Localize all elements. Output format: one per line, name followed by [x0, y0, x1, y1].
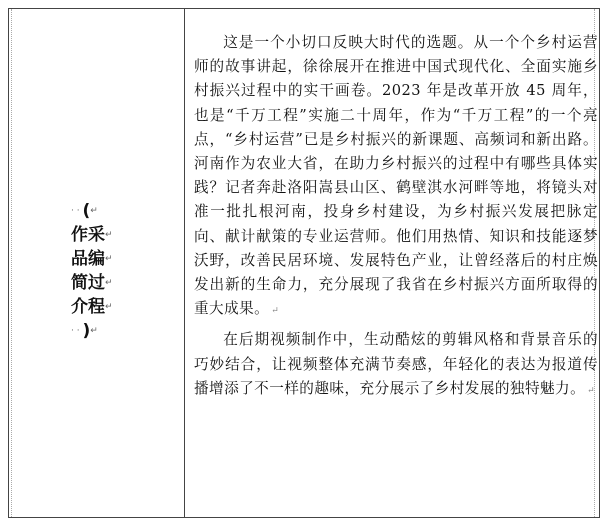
row-label	[71, 199, 151, 343]
content-cell	[194, 31, 598, 403]
label-cell	[9, 9, 184, 517]
label-line-4: 介程↵	[71, 297, 113, 317]
label-close-paren: · · )↵	[71, 321, 98, 341]
label-line-2: 品编↵	[71, 249, 113, 269]
paragraph-mark-icon: ↵	[587, 385, 596, 396]
form-table	[8, 8, 600, 518]
paragraph-1: 这是一个小切口反映大时代的选题。从一个个乡村运营师的故事讲起，徐徐展开在推进中国式现代化、全面实施乡村振兴过程中的实干画卷。2023 年是改革开放 45 周年，也是“千万工程”实施二十周年，作为“千万工程”的一个亮点，“乡村运营”已是乡村振兴的新课题、高频词和新出路。河南作为农业大省，在助力乡村振兴的过程中有哪些具体实践？记者奔赴洛阳嵩县山区、鹤壁淇水河畔等地，将镜头对准一批扎根河南，投身乡村建设，为乡村振兴发展把脉定向、献计献策的专业运营师。他们用热情、知识和技能逐梦沃野，改善民居环境、发展特色产业，让曾经落后的村庄焕发出新的生命力，充分展现了我省在乡村振兴方面所取得的重大成果。 ↵	[194, 34, 598, 318]
column-divider	[184, 9, 185, 517]
label-line-1: 作采↵	[71, 225, 113, 245]
label-line-3: 简过↵	[71, 273, 113, 293]
paragraph-mark-icon: ↵	[271, 306, 280, 317]
paragraph-2: 在后期视频制作中，生动酷炫的剪辑风格和背景音乐的巧妙结合，让视频整体充满节奏感，年轻化的表达为报道传播增添了不一样的趣味，充分展示了乡村发展的独特魅力。 ↵	[194, 331, 598, 397]
label-open-paren: · · (↵	[71, 201, 98, 221]
